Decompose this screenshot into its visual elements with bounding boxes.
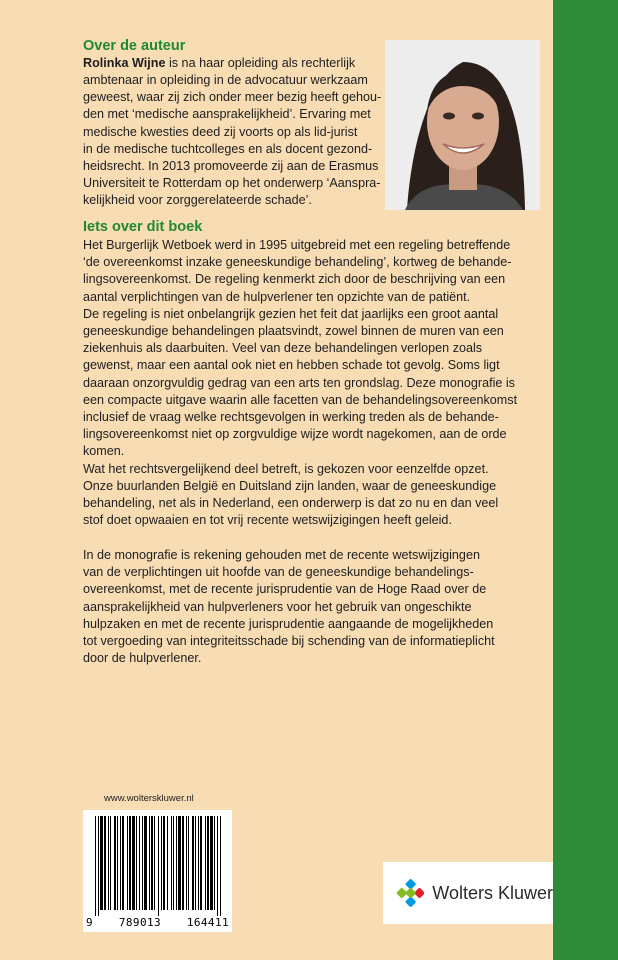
book-line: lingsovereenkomst niet op zorgvuldige wijze wordt nagekomen, aan de orde (83, 427, 507, 442)
book-line: van de verplichtingen uit hoofde van de geneeskundige behandelings- (83, 565, 474, 580)
barcode-digit-group: 164411 (186, 916, 229, 929)
book-line: aansprakelijkheid van hulpverleners voor het gebruik van ongeschikte (83, 599, 472, 614)
website-url: www.wolterskluwer.nl (104, 793, 194, 804)
barcode-digit-group: 9 (86, 916, 94, 929)
author-bio-line: kelijkheid voor zorggerelateerde schade’. (83, 193, 312, 208)
barcode-number (83, 916, 232, 929)
book-line: behandeling, net als in Nederland, een onderwerp is dat zo nu en dan veel (83, 496, 499, 511)
book-line: gewenst, maar een aantal ook niet en hebben schade tot gevolg. Soms ligt (83, 358, 500, 373)
book-line: Het Burgerlijk Wetboek werd in 1995 uitgebreid met een regeling betreffende (83, 238, 511, 252)
author-bio-line: den met ‘medische aansprakelijkheid’. Ervaring met (83, 107, 371, 122)
book-line: De regeling is niet onbelangrijk gezien het feit dat jaarlijks een groot aantal (83, 306, 499, 321)
book-description-continued (83, 547, 495, 667)
book-line: ‘de overeenkomst inzake geneeskundige behandeling’, kortweg de behande- (83, 255, 512, 270)
book-line: tot vergoeding van integriteitsschade bij schending van de informatieplicht (83, 634, 495, 649)
author-bio-start: is na haar opleiding als rechterlijk (165, 56, 356, 70)
book-line: daaraan onzorgvuldig gedrag van een arts ten grondslag. Deze monografie is (83, 375, 515, 390)
author-bio-line: ambtenaar in opleiding in de advocatuur werkzaam (83, 73, 368, 87)
publisher-name: Wolters Kluwer (432, 882, 553, 903)
barcode-bars (83, 810, 232, 932)
book-line: aantal verplichtingen van de hulpverlener ten opzichte van de patiënt. (83, 289, 471, 304)
book-line: Onze buurlanden België en Duitsland zijn landen, waar de geneeskundige (83, 478, 497, 493)
book-line: door de hulpverlener. (83, 651, 202, 666)
author-name: Rolinka Wijne (83, 56, 166, 70)
book-line: komen. (83, 444, 125, 459)
author-heading: Over de auteur (83, 38, 186, 54)
book-line: inclusief de vraag welke rechtsgevolgen in werking treden als de behande- (83, 410, 499, 425)
author-bio (83, 72, 381, 210)
book-heading: Iets over dit boek (83, 219, 203, 235)
isbn-barcode (83, 810, 232, 932)
book-line: geneeskundige behandelingen plaatsvindt, zowel binnen de muren van een (83, 324, 504, 339)
book-line: overeenkomst, met de recente jurisprudentie van de Hoge Raad over de (83, 582, 487, 597)
book-line: hulpzaken en met de recente jurisprudentie aangaande de mogelijkheden (83, 616, 494, 631)
book-line: Wat het rechtsvergelijkend deel betreft, is gekozen voor eenzelfde opzet. (83, 461, 489, 476)
author-bio-line: heidsrecht. In 2013 promoveerde zij aan de Erasmus (83, 159, 379, 174)
author-bio-line: Universiteit te Rotterdam op het onderwerp ‘Aanspra- (83, 176, 381, 191)
book-line: lingsovereenkomst. De regeling kenmerkt zich door de beschrijving van een (83, 272, 506, 287)
author-bio-line: in de medische tuchtcolleges en als docent gezond- (83, 141, 373, 156)
author-bio-line: medische kwesties deed zij voorts op als lid-jurist (83, 124, 358, 139)
publisher-logo (383, 862, 553, 924)
barcode-digit-group: 789013 (118, 916, 162, 929)
author-bio-line: geweest, waar zij zich onder meer bezig heeft gehou- (83, 90, 382, 105)
author-photo (385, 40, 540, 210)
book-line: In de monografie is rekening gehouden met de recente wetswijzigingen (83, 548, 480, 562)
author-bio-first-line (83, 55, 355, 72)
wolters-kluwer-icon (397, 876, 424, 910)
book-line: stof doet opwaaien en tot vrij recente wetswijzigingen heeft geleid. (83, 513, 452, 528)
book-description (83, 237, 517, 529)
book-line: een compacte uitgave waarin alle facetten van de behandelingsovereenkomst (83, 392, 518, 407)
green-spine (553, 0, 618, 960)
book-line: ziekenhuis als daarbuiten. Veel van deze behandelingen verlopen zoals (83, 341, 483, 356)
